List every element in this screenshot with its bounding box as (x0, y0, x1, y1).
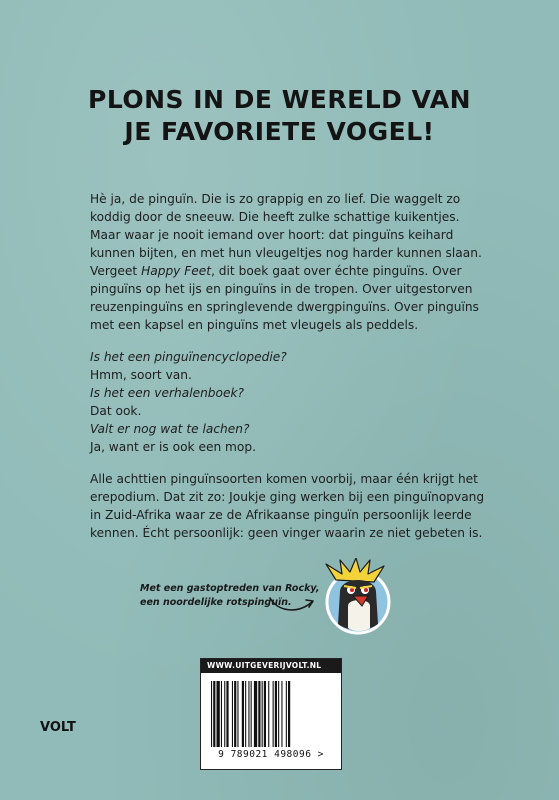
question-line: Is het een pinguïnencyclopedie? (90, 350, 287, 364)
answer-line: Dat ook. (90, 404, 142, 418)
body-line: kennen. Écht persoonlijk: geen vinger waarin ze niet gebeten is. (90, 526, 483, 540)
publisher-logo: VOLT (40, 720, 76, 735)
body-line: met een kapsel en pinguïns met vleugels als peddels. (90, 318, 419, 332)
body-line: Maar waar je nooit iemand over hoort: dat pinguïns keihard (90, 228, 454, 242)
barcode (209, 681, 333, 747)
body-text: Vergeet (90, 264, 142, 278)
question-line: Valt er nog wat te lachen? (90, 422, 250, 436)
curved-arrow-icon (268, 588, 316, 614)
headline-line-1: PLONS IN DE WERELD VAN (88, 85, 471, 114)
barcode-panel (200, 658, 342, 770)
body-line: pinguïns op het ijs en pinguïns in de tropen. Over uitgestorven (90, 282, 473, 296)
body-line: reuzenpinguïns en springlevende dwergpinguïns. Over pinguïns (90, 300, 479, 314)
headline-line-2: JE FAVORIETE VOGEL! (124, 117, 435, 146)
penguin-illustration (318, 558, 398, 638)
body-text: , dit boek gaat over échte pinguïns. Over (211, 264, 462, 278)
publisher-url: WWW.UITGEVERIJVOLT.NL (201, 659, 341, 673)
caption-line-2: een noordelijke rotspinguïn. (140, 597, 292, 608)
body-line: erepodium. Dat zit zo: Joukje ging werken bij een pinguïnopvang (90, 490, 485, 504)
body-line: koddig door de sneeuw. Die heeft zulke schattige kuikentjes. (90, 210, 460, 224)
caption-line-1: Met een gastoptreden van Rocky, (140, 583, 320, 594)
body-line: Hè ja, de pinguïn. Die is zo grappig en zo lief. Die waggelt zo (90, 192, 461, 206)
book-title-reference: Happy Feet (141, 264, 212, 278)
body-line: Alle achttien pinguïnsoorten komen voorbij, maar één krijgt het (90, 472, 478, 486)
answer-line: Hmm, soort van. (90, 368, 192, 382)
body-line-mixed (90, 262, 490, 280)
body-line: in Zuid-Afrika waar ze de Afrikaanse pinguïn persoonlijk leerde (90, 508, 472, 522)
answer-line: Ja, want er is ook een mop. (90, 440, 256, 454)
question-line: Is het een verhalenboek? (90, 386, 245, 400)
body-line: kunnen bijten, en met hun vleugeltjes nog harder kunnen slaan. (90, 246, 482, 260)
isbn-number: 9 789021 498096 > (218, 749, 324, 760)
